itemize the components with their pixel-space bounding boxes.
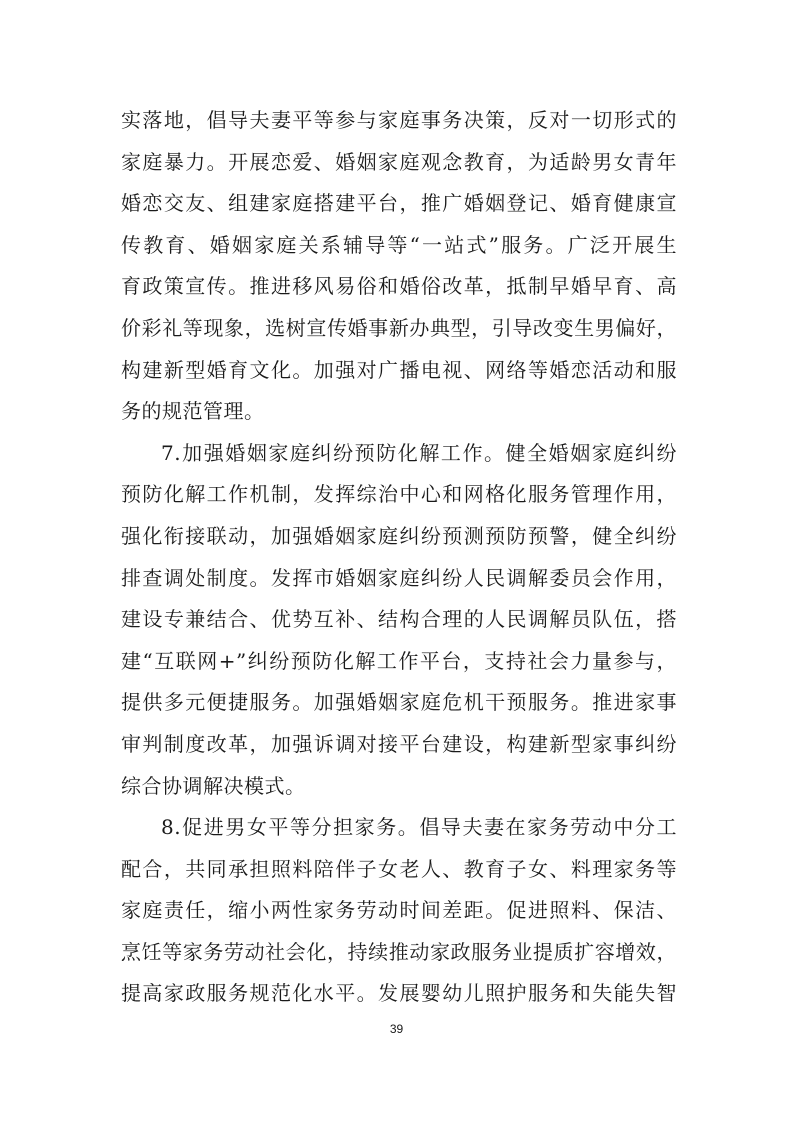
- text-line: 提供多元便捷服务。加强婚姻家庭危机干预服务。推进家事: [121, 690, 677, 715]
- text-line: 烹饪等家务劳动社会化，持续推动家政服务业提质扩容增效，: [121, 939, 677, 964]
- section-heading-line: 8.促进男女平等分担家务。倡导夫妻在家务劳动中分工: [161, 815, 677, 840]
- text-line: 强化衔接联动，加强婚姻家庭纠纷预测预防预警，健全纠纷: [121, 523, 677, 548]
- body-text: [121, 100, 677, 1015]
- page-number: 39: [389, 1022, 404, 1036]
- text-line: 提高家政服务规范化水平。发展婴幼儿照护服务和失能失智: [121, 981, 677, 1006]
- text-line: 育政策宣传。推进移风易俗和婚俗改革，抵制早婚早育、高: [121, 274, 677, 299]
- text-line: 建设专兼结合、优势互补、结构合理的人民调解员队伍，搭: [121, 607, 677, 632]
- text-line: 构建新型婚育文化。加强对广播电视、网络等婚恋活动和服: [121, 357, 677, 382]
- text-line: 家庭暴力。开展恋爱、婚姻家庭观念教育，为适龄男女青年: [121, 149, 677, 174]
- text-line: 审判制度改革，加强诉调对接平台建设，构建新型家事纠纷: [121, 731, 677, 756]
- text-line: 配合，共同承担照料陪伴子女老人、教育子女、料理家务等: [121, 856, 677, 881]
- text-line: 综合协调解决模式。: [121, 773, 306, 798]
- text-line: 价彩礼等现象，选树宣传婚事新办典型，引导改变生男偏好，: [121, 315, 677, 340]
- section-heading-line: 7.加强婚姻家庭纠纷预防化解工作。健全婚姻家庭纠纷: [161, 440, 677, 465]
- text-line: 排查调处制度。发挥市婚姻家庭纠纷人民调解委员会作用，: [121, 565, 677, 590]
- text-line: 婚恋交友、组建家庭搭建平台，推广婚姻登记、婚育健康宣: [121, 191, 677, 216]
- text-line: 建“互联网+”纠纷预防化解工作平台，支持社会力量参与，: [121, 648, 677, 673]
- text-line: 传教育、婚姻家庭关系辅导等“一站式”服务。广泛开展生: [121, 232, 677, 257]
- text-line: 预防化解工作机制，发挥综治中心和网格化服务管理作用，: [121, 482, 677, 507]
- text-line: 务的规范管理。: [121, 399, 265, 424]
- text-line: 实落地，倡导夫妻平等参与家庭事务决策，反对一切形式的: [121, 108, 677, 132]
- text-line: 家庭责任，缩小两性家务劳动时间差距。促进照料、保洁、: [121, 898, 677, 923]
